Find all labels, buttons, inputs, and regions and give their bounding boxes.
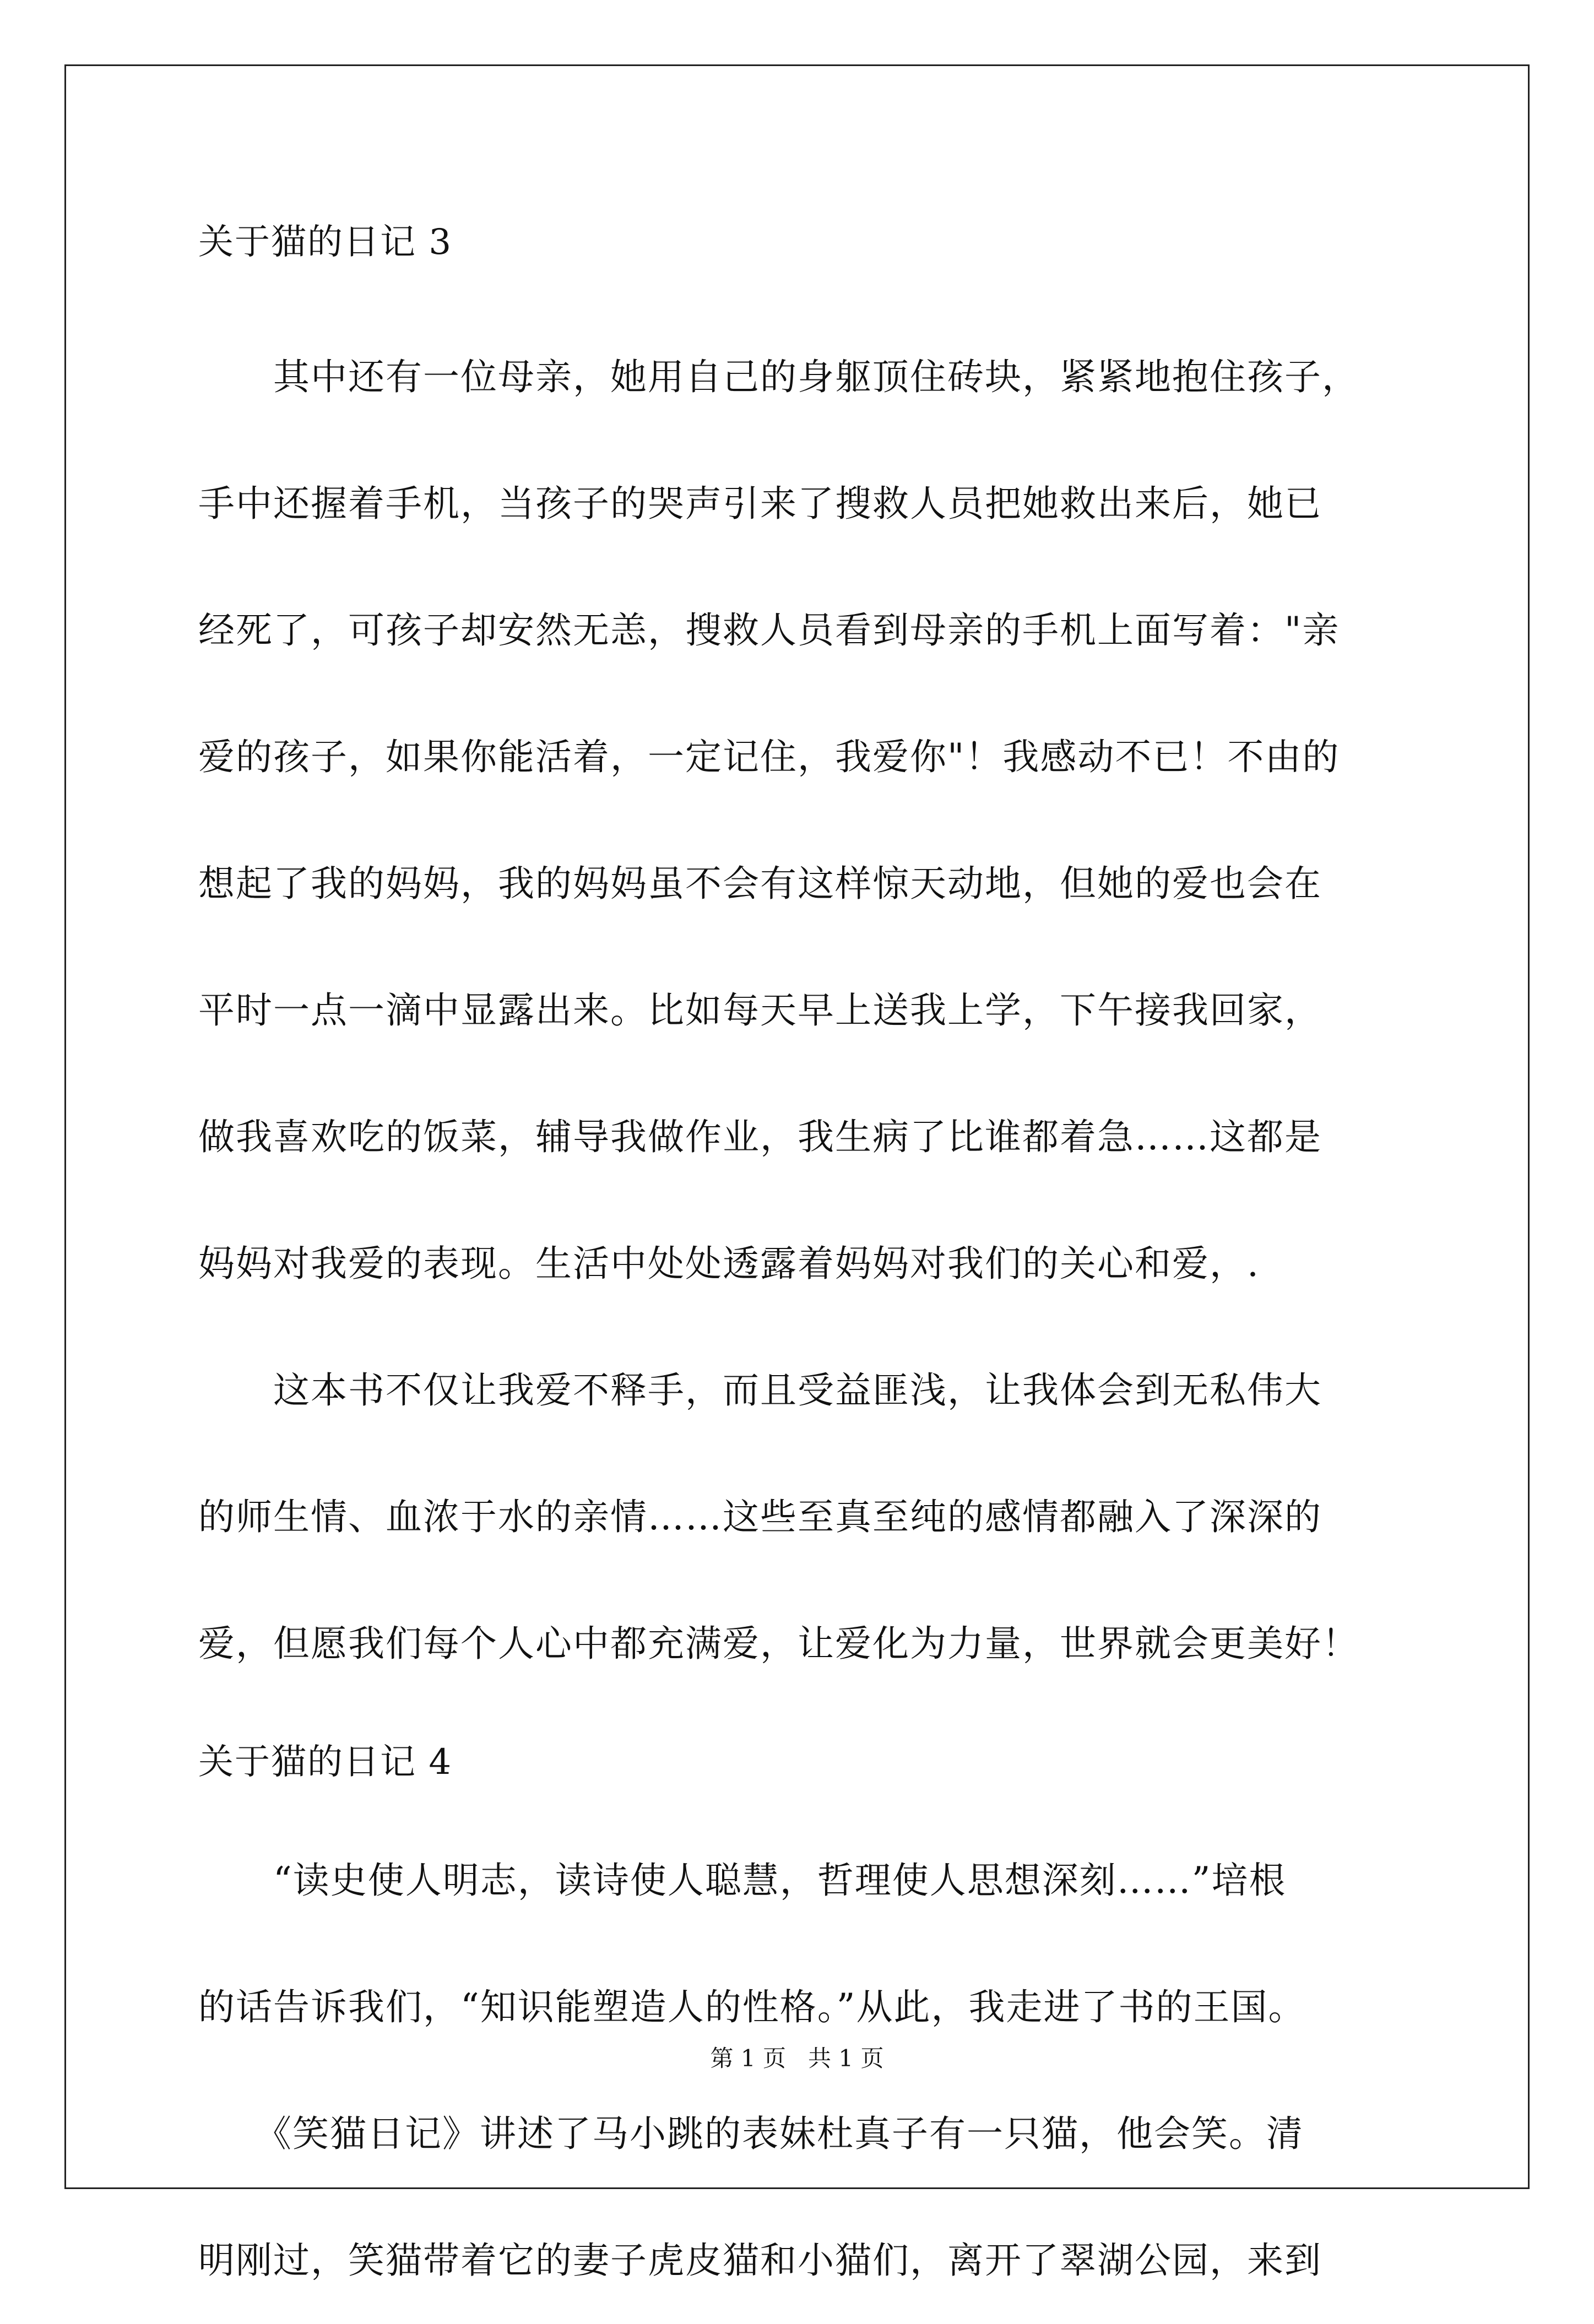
paragraph-line: 妈妈对我爱的表现。生活中处处透露着妈妈对我们的关心和爱，. — [198, 1242, 1260, 1285]
section-title-3: 关于猫的日记 3 — [198, 222, 453, 263]
paragraph-line: 的师生情、血浓于水的亲情……这些至真至纯的感情都融入了深深的 — [198, 1496, 1322, 1538]
section-title-4: 关于猫的日记 4 — [198, 1742, 453, 1783]
page-number-footer: 第 1 页 共 1 页 — [710, 2045, 884, 2072]
paragraph-line: 经死了，可孩子却安然无恙，搜救人员看到母亲的手机上面写着："亲 — [198, 609, 1340, 651]
paragraph-line: 明刚过，笑猫带着它的妻子虎皮猫和小猫们，离开了翠湖公园，来到 — [198, 2239, 1322, 2282]
paragraph-line: 爱的孩子，如果你能活着，一定记住，我爱你"！我感动不已！不由的 — [198, 736, 1340, 778]
paragraph-line: 手中还握着手机，当孩子的哭声引来了搜救人员把她救出来后，她已 — [198, 482, 1322, 525]
paragraph-line: 平时一点一滴中显露出来。比如每天早上送我上学，下午接我回家， — [198, 989, 1322, 1031]
paragraph-line: 这本书不仅让我爱不释手，而且受益匪浅，让我体会到无私伟大 — [198, 1369, 1322, 1411]
paragraph-line: 《笑猫日记》讲述了马小跳的表妹杜真子有一只猫，他会笑。清 — [198, 2113, 1304, 2155]
paragraph-line: 想起了我的妈妈，我的妈妈虽不会有这样惊天动地，但她的爱也会在 — [198, 862, 1322, 905]
paragraph-line: 其中还有一位母亲，她用自己的身躯顶住砖块，紧紧地抱住孩子， — [198, 356, 1359, 398]
document-body — [198, 193, 1410, 2324]
paragraph-line: 爱，但愿我们每个人心中都充满爱，让爱化为力量，世界就会更美好！ — [198, 1622, 1359, 1665]
paragraph-line: 的话告诉我们，“知识能塑造人的性格。”从此，我走进了书的王国。 — [198, 1986, 1306, 2028]
paragraph-line: 做我喜欢吃的饭菜，辅导我做作业，我生病了比谁都着急……这都是 — [198, 1116, 1322, 1158]
paragraph-line: “读史使人明志，读诗使人聪慧，哲理使人思想深刻……”培根 — [198, 1859, 1287, 1902]
